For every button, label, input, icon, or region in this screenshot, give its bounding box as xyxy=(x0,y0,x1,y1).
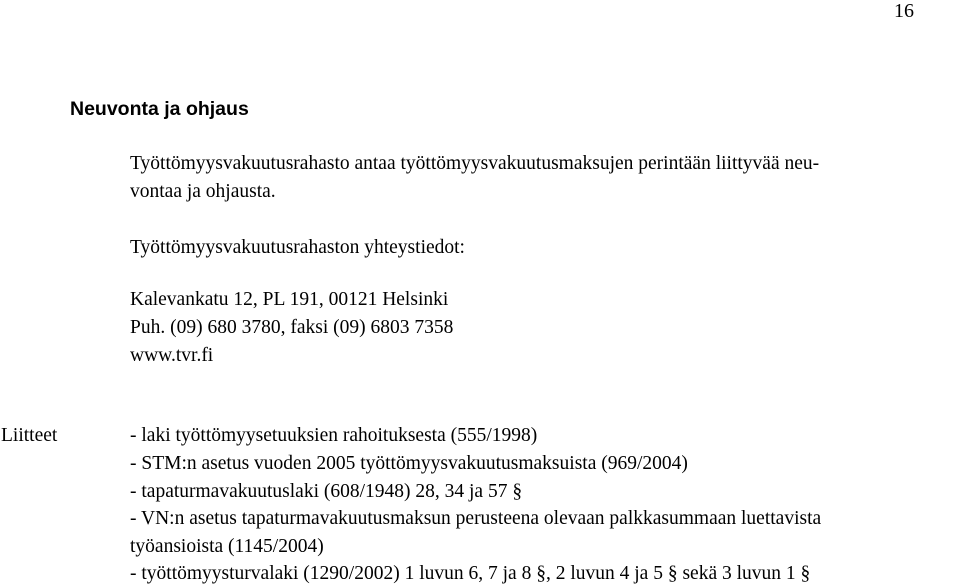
attachment-line: - työttömyysturvalaki (1290/2002) 1 luvun 6, 7 ja 8 §, 2 luvun 4 ja 5 § sekä 3 luvun 1 § xyxy=(130,563,811,584)
attachment-line: - tapaturmavakuutuslaki (608/1948) 28, 34 ja 57 § xyxy=(130,481,523,502)
attachment-line: - laki työttömyysetuuksien rahoituksesta (555/1998) xyxy=(130,425,538,446)
page-number: 16 xyxy=(894,0,914,22)
contact-website: www.tvr.fi xyxy=(130,345,214,366)
attachment-line: - VN:n asetus tapaturmavakuutusmaksun perusteena olevaan palkkasummaan luettavista xyxy=(130,508,822,529)
contact-address: Kalevankatu 12, PL 191, 00121 Helsinki xyxy=(130,289,449,310)
intro-text-line-2: vontaa ja ohjausta. xyxy=(130,181,276,202)
attachment-line: - STM:n asetus vuoden 2005 työttömyysvakuutusmaksuista (969/2004) xyxy=(130,453,688,474)
attachments-label: Liitteet xyxy=(1,425,58,446)
intro-text-line-1: Työttömyysvakuutusrahasto antaa työttömyysvakuutusmaksujen perintään liittyvää neu- xyxy=(130,153,820,174)
section-heading: Neuvonta ja ohjaus xyxy=(70,98,249,120)
attachment-line-continuation: työansioista (1145/2004) xyxy=(130,536,324,557)
contact-title: Työttömyysvakuutusrahaston yhteystiedot: xyxy=(130,237,465,258)
contact-phone: Puh. (09) 680 3780, faksi (09) 6803 7358 xyxy=(130,317,454,338)
